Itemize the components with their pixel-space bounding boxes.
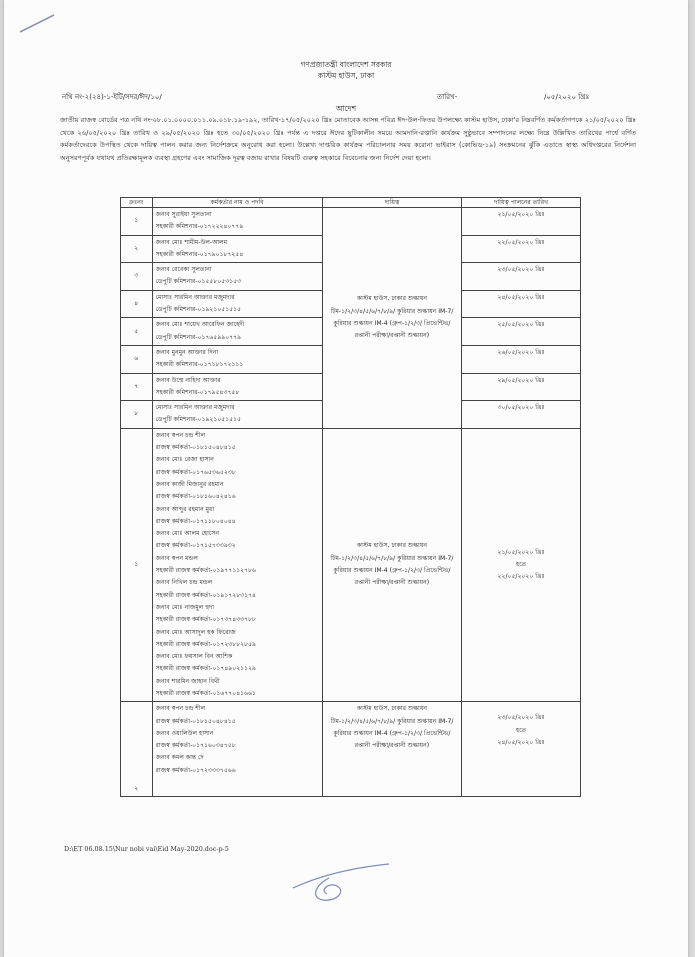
- memo-number: নথি নং-২(২৪)-১-ইটি/সদর/ঈদ/১০/: [62, 93, 162, 101]
- duty-date: ৩০/০৫/২০২০ খ্রিঃ: [462, 401, 581, 429]
- row-serial: ৭: [121, 373, 153, 401]
- officer-line: সহকারী রাজস্ব কর্মকর্তা-০১৭২৩৮৮২৮৫৯: [155, 640, 256, 648]
- duty-description: কাস্টম হাউস, ঢাকার শুল্কায়ন টিম-১/২/৩/৪/৫/৬/৭/৮/৯/ কুরিয়ার শুল্কায়ন IM-7/ কুরিয়ার শুল্কায়ন IM-4 (গ্রুপ-১/২/৩/ প্রিভেন্টিভ/ রপ্তানী পরীক্ষা/রপ্তানী শুল্কায়ন): [322, 702, 462, 797]
- officer-line: সহকারী রাজস্ব কর্মকর্তা-০১৭৩৭৪৩৩৭৮৮: [155, 616, 257, 624]
- duty-date: ২৬/০৫/২০২০ খ্রিঃ: [462, 345, 581, 373]
- government-heading: গণপ্রজাতন্ত্রী বাংলাদেশ সরকার: [300, 60, 392, 69]
- row-serial: ৩: [121, 263, 153, 291]
- row-serial: ৬: [121, 345, 153, 373]
- officer-line: রাজস্ব কর্মকর্তা-০১৮১৬০৪২৪১৬: [155, 493, 236, 501]
- officer-post: ডেপুটি কমিশনার-০১৭৬৫৯৯০৭৭৯: [155, 333, 242, 341]
- officer-post: সহকারী কমিশনার-০১৭২২২৪০৭৭৯: [155, 223, 244, 231]
- document-page: [4, 0, 688, 957]
- row-serial: ২: [121, 235, 153, 263]
- officer-cell: [152, 401, 322, 429]
- officer-name: জনাব মুনমুন আক্তার দিনা: [155, 348, 219, 356]
- officer-list-cell: [152, 428, 322, 702]
- officer-cell: [152, 345, 322, 373]
- duty-date: ২৩/০৫/২০২০ খ্রিঃ: [462, 263, 581, 291]
- pen-stroke-mark: [18, 12, 58, 34]
- officer-cell: [152, 290, 322, 318]
- duty-date: ২৯/০৫/২০২০ খ্রিঃ: [462, 373, 581, 401]
- officer-cell: [152, 263, 322, 291]
- officer-cell: [152, 208, 322, 236]
- row-serial: ৪: [121, 290, 153, 318]
- date-to: ২২/০৫/২০২০ খ্রিঃ: [497, 573, 545, 581]
- duty-date-range: [462, 702, 581, 797]
- order-body-text: জাতীয় রাজস্ব বোর্ডের পত্র নথি নং-০৮.০১.০০০০.০১১.০৯.০১৮.১৯-১৯২, তারিখ-১৭/০৫/২০২০ খ্রিঃ মোতাবেক আসন্ন পবিত্র ঈদ-উল-ফিতর উপলক্ষ্যে কাস্টম হাউস, ঢাকা'র নিম্নবর্ণিত কর্মকর্তাগণকে ২১/০৫/২০২০ খ্রিঃ থেকে ২৬/০৫/২০২০ খ্রিঃ তারিখ ও ২৯/০৫/২০২০ খ্রিঃ হতে ৩০/০৫/২০২০ খ্রিঃ পর্যন্ত এ দপ্তরে ঈদের ছুটিকালীন সময়ে আমদানি-রপ্তানি কার্যক্রম সুষ্ঠুভাবে সম্পাদনের লক্ষ্যে নিম্নে উল্লিখিত তারিখের পার্শ্বে বর্ণিত কর্মকর্তাদেরকে উপস্থিত থেকে দায়িত্ব পালন করার জন্য নির্দেশক্রমে অনুরোধ করা হলো। উল্লেখ্য দাপ্তরিক কার্যক্রম পরিচালনার সময় করোনা ভাইরাস (কোভিড-১৯) সংক্রমনের ঝুঁকি এড়াতে স্বাস্থ্য অধিদপ্তরের নির্দেশনা অনুসরণপূর্বক যথাযথ প্রতিরক্ষামূলক ব্যবস্থা গ্রহণের এবং সামাজিক দূরত্ব বজায় রাখার বিষয়টি গুরুত্ব সহকারে বিবেচনার জন্য নির্দেশ দেয়া হলো।: [60, 116, 636, 162]
- duty-description: কাস্টম হাউস, ঢাকার শুল্কায়ন টিম-১/২/৩/৪/৫/৬/৭/৮/৯/ কুরিয়ার শুল্কায়ন IM-7/ কুরিয়ার শুল্কায়ন IM-4 (গ্রুপ-১/২/৩/ প্রিভেন্টিভ/ রপ্তানী পরীক্ষা/রপ্তানী শুল্কায়ন): [322, 208, 462, 429]
- signature: [289, 858, 399, 908]
- date-from: ২৩/০৫/২০২০ খ্রিঃ: [497, 714, 545, 722]
- date-value: /০৫/২০২০ খ্রিঃ: [544, 93, 590, 101]
- table-row: [121, 702, 581, 797]
- officer-line: জনাব মোঃ রেজা হাসান: [155, 456, 214, 464]
- officer-line: জনাব মোঃ নাজমুল হুদা: [155, 603, 215, 611]
- officer-post: ডেপুটি কমিশনার-০১৯২১০৫১৫১৫: [155, 416, 242, 424]
- officer-line: জনাব কাজী মিজানুর রহমান: [155, 480, 224, 488]
- officer-name: জনাব উম্মে নাহিদা আক্তার: [155, 376, 221, 384]
- officer-cell: [152, 318, 322, 346]
- officer-post: ডেপুটি কমিশনার-০১৫৫৮০৫৩১৫৩: [155, 278, 242, 286]
- date-separator: হতে: [516, 560, 527, 568]
- date-separator: হতে: [516, 726, 527, 734]
- table-row: [121, 428, 581, 702]
- officer-line: রাজস্ব কর্মকর্তা-০১৭৬৫৩৬৫২৩৮: [155, 468, 236, 476]
- order-title: আদেশ: [335, 104, 357, 113]
- row-serial: ১: [121, 208, 153, 236]
- officer-name: জনাব সুরাইয়া সুলতানা: [155, 211, 212, 218]
- officer-cell: [152, 235, 322, 263]
- officer-line: জনাব ওয়ালিউল হাসান: [155, 729, 214, 737]
- duty-date-range: [462, 428, 581, 702]
- officer-list-cell: [152, 702, 322, 797]
- officer-line: জনাব নিখিল চন্দ্র মন্ডল: [155, 579, 213, 587]
- date-from: ২১/০৫/২০২০ খ্রিঃ: [497, 548, 545, 556]
- officer-line: রাজস্ব কর্মকর্তা-০১৭১১৮০৪০৪৪: [155, 517, 236, 525]
- row-serial: ৫: [121, 318, 153, 346]
- officer-post: সহকারী কমিশনার-০১৭১৮১৭২১১১: [155, 361, 244, 369]
- officer-line: জনাব আব্দুর রহমান মুধা: [155, 505, 215, 513]
- officer-line: রাজস্ব কর্মকর্তা-০১৭১৫৭৩৩৯৩২: [155, 542, 236, 550]
- officer-name: জনাব মোঃ শায়েখ আরেফিন জাহেদী: [155, 321, 245, 329]
- header-duty: দায়িত্ব: [322, 198, 462, 208]
- header-duty-date: দায়িত্ব পালনের তারিখ: [462, 198, 581, 208]
- duty-date: ২১/০৫/২০২০ খ্রিঃ: [462, 208, 581, 236]
- row-serial: ১: [121, 428, 153, 702]
- officer-line: রাজস্ব কর্মকর্তা-০১৮১৫০৪৮৪১৫: [155, 444, 236, 452]
- officer-line: জনাব মোঃ আলম হোসেন: [155, 530, 220, 538]
- officer-line: জনাব মোঃ আসাদুল হক ফিরোজ: [155, 628, 236, 636]
- officer-post: সহকারী কমিশনার-০১৭৯০১৮৭২৫৪: [155, 250, 244, 258]
- date-label: তারিখ-: [437, 93, 458, 101]
- table-row: [121, 208, 581, 236]
- officer-line: রাজস্ব কর্মকর্তা-০১৮১৫০৪৮৪১৫: [155, 717, 236, 725]
- officer-line: জনাব মোঃ ফয়সাল বিন আশিক: [155, 653, 233, 661]
- office-heading: কাস্টম হাউস, ঢাকা: [317, 71, 375, 80]
- duty-date: ২৪/০৫/২০২০ খ্রিঃ: [462, 290, 581, 318]
- table-header-row: [121, 198, 581, 208]
- officer-line: জনাব স্বপন মন্ডল: [155, 554, 198, 562]
- file-path-footer: D:\ET 06.08.15\Nur nobi vai\Eid May-2020.doc-p-5: [64, 845, 229, 853]
- officer-post: সহকারী কমিশনার-০১৭৯৫৪৩৭৫৮: [155, 388, 240, 396]
- officer-line: সহকারী রাজস্ব কর্মকর্তা-০১৬৭৭০৪১৬৬১: [155, 689, 257, 697]
- officer-name: জনাব মোঃ শামীম-উল-আলম: [155, 238, 228, 246]
- officer-line: রাজস্ব কর্মকর্তা-০১৭২৩৩৩৭৫৬৬: [155, 766, 236, 774]
- officer-line: জনাব শারমিন জাহান বিথী: [155, 677, 220, 685]
- officer-line: সহকারী রাজস্ব কর্মকর্তা-০১৭৪৯০২১১২৯: [155, 665, 256, 673]
- duty-description: কাস্টম হাউস, ঢাকার শুল্কায়ন টিম-১/২/৩/৪/৫/৬/৭/৮/৯/ কুরিয়ার শুল্কায়ন IM-7/ কুরিয়ার শুল্কায়ন IM-4 (গ্রুপ-১/২/৩/ প্রিভেন্টিভ/ রপ্তানী পরীক্ষা/রপ্তানী শুল্কায়ন): [322, 428, 462, 702]
- officer-post: ডেপুটি কমিশনার-০১৯২১০৫১৫১৫: [155, 306, 242, 314]
- officer-line: জনাব স্বপন চন্দ্র শীল: [155, 431, 206, 439]
- officer-name: জনাব রেবেকা সুলতানা: [155, 266, 212, 274]
- header-serial: ক্রঃনং: [121, 198, 153, 208]
- duty-date: ২৫/০৫/২০২০ খ্রিঃ: [462, 318, 581, 346]
- officer-line: জনাব কমল কান্ত দে: [155, 754, 204, 762]
- row-serial: ৮: [121, 401, 153, 429]
- officer-cell: [152, 373, 322, 401]
- officer-line: সহকারী রাজস্ব কর্মকর্তা-০১৯৭৭১১২৭৮৬: [155, 567, 256, 575]
- officer-line: জনাব স্বপন চন্দ্র শীল: [155, 705, 206, 713]
- officer-line: রাজস্ব কর্মকর্তা-০১৭১৬০৩৪৭৫৮: [155, 742, 236, 750]
- officer-name: মোসাঃ সারমিন আক্তার মজুমদার: [155, 293, 235, 301]
- header-officer-name: কর্মকর্তার নাম ও পদবি: [152, 198, 322, 208]
- row-serial: ২: [121, 702, 153, 797]
- date-to: ২৪/০৫/২০২০ খ্রিঃ: [497, 738, 545, 746]
- officer-line: সহকারী রাজস্ব কর্মকর্তা-০১৯১৭২৮৩১৭৪: [155, 591, 256, 599]
- duty-date: ২২/০৫/২০২০ খ্রিঃ: [462, 235, 581, 263]
- duty-roster-table: [120, 197, 581, 797]
- officer-name: মোসাঃ সারমিন আক্তার মজুমদার: [155, 404, 235, 412]
